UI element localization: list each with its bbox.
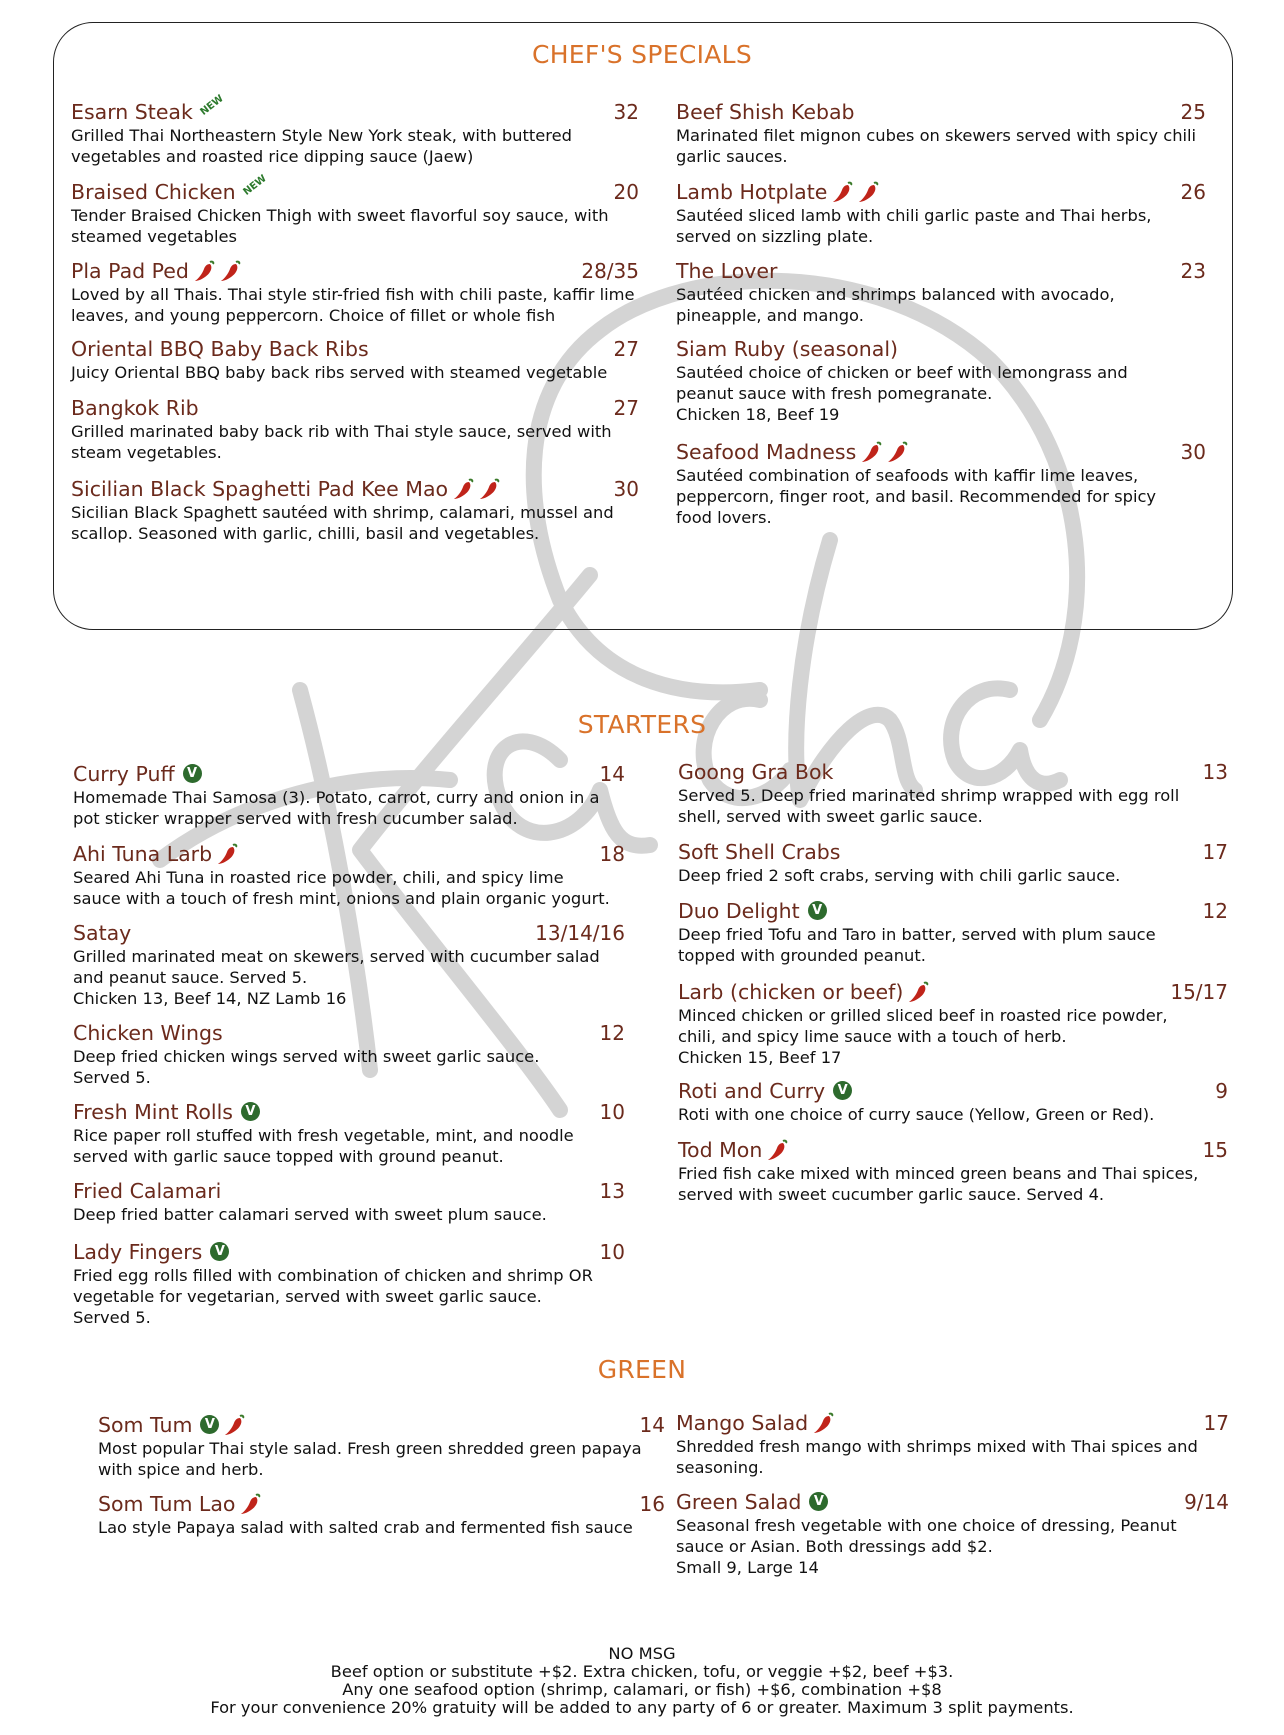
menu-item (678, 899, 1228, 966)
description-line: Grilled marinated meat on skewers, served with cucumber salad (73, 947, 600, 966)
chili-pepper-icon (193, 259, 215, 283)
menu-item-price: 9 (1215, 1079, 1228, 1103)
menu-item-description (71, 502, 639, 544)
description-line: Lao style Papaya salad with salted crab and fermented fish sauce (98, 1518, 633, 1537)
menu-item-name: Som Tum Lao (98, 1492, 236, 1516)
vegetarian-badge-icon: V (200, 1415, 219, 1434)
chili-pepper-icon (857, 180, 879, 204)
menu-item-header (73, 1021, 625, 1046)
menu-item (71, 396, 639, 463)
description-line: garlic sauces. (676, 147, 788, 166)
description-line: Sautéed chicken and shrimps balanced with avocado, (676, 285, 1115, 304)
menu-item-price: 9/14 (1184, 1490, 1229, 1514)
menu-item-price: 17 (1202, 840, 1228, 864)
chefs-specials-title: CHEF'S SPECIALS (531, 40, 753, 69)
description-line: Served 5. Deep fried marinated shrimp wrapped with egg roll (678, 786, 1180, 805)
menu-item (73, 842, 625, 909)
menu-item-header (98, 1492, 665, 1517)
description-line: vegetable for vegetarian, served with sweet garlic sauce. (73, 1287, 542, 1306)
menu-item-header (73, 842, 625, 867)
menu-item-price: 10 (599, 1100, 625, 1124)
menu-item-description (676, 465, 1206, 528)
description-line: pot sticker wrapper served with fresh cucumber salad. (73, 809, 518, 828)
menu-item (676, 440, 1206, 528)
description-line: Shredded fresh mango with shrimps mixed with Thai spices and (676, 1437, 1198, 1456)
menu-item-header (71, 477, 639, 502)
menu-item-name: Esarn Steak (71, 100, 193, 124)
menu-item-price: 30 (1180, 440, 1206, 464)
description-line: Rice paper roll stuffed with fresh vegetable, mint, and noodle (73, 1126, 574, 1145)
menu-item (98, 1413, 665, 1480)
menu-item-name: Satay (73, 921, 132, 945)
description-line: Most popular Thai style salad. Fresh green shredded green papaya (98, 1439, 642, 1458)
menu-item-header (73, 762, 625, 787)
menu-item (678, 1079, 1228, 1125)
description-line: Chicken 15, Beef 17 (678, 1048, 842, 1067)
new-badge: NEW (240, 173, 269, 198)
description-line: pineapple, and mango. (676, 306, 864, 325)
menu-item-price: 12 (1202, 899, 1228, 923)
menu-item (676, 100, 1206, 167)
menu-item-header (678, 760, 1228, 785)
footer-line: Any one seafood option (shrimp, calamari, or fish) +$6, combination +$8 (342, 1680, 942, 1699)
menu-item-header (71, 173, 639, 205)
menu-item (676, 337, 1206, 425)
description-line: steam vegetables. (71, 443, 222, 462)
description-line: vegetables and roasted rice dipping sauce (Jaew) (71, 147, 474, 166)
menu-item-description (73, 946, 625, 1009)
menu-item-name: Tod Mon (678, 1138, 763, 1162)
menu-item-description (676, 1515, 1229, 1578)
description-line: Minced chicken or grilled sliced beef in roasted rice powder, (678, 1006, 1168, 1025)
menu-item-price: 17 (1203, 1411, 1229, 1435)
chili-pepper-icon (886, 440, 908, 464)
menu-item-price: 25 (1180, 100, 1206, 124)
menu-item-header (676, 100, 1206, 125)
menu-item-price: 18 (599, 842, 625, 866)
description-line: Served 5. (73, 1308, 151, 1327)
menu-item (678, 840, 1228, 886)
menu-item-description (71, 284, 639, 326)
chili-pepper-icon (452, 477, 474, 501)
menu-item-header (71, 337, 639, 362)
menu-item-header (73, 921, 625, 946)
menu-item-name: Lamb Hotplate (676, 180, 828, 204)
menu-item (676, 259, 1206, 326)
menu-item-name: Larb (chicken or beef) (678, 980, 904, 1004)
description-line: Marinated filet mignon cubes on skewers served with spicy chili (676, 126, 1197, 145)
description-line: scallop. Seasoned with garlic, chilli, basil and vegetables. (71, 524, 540, 543)
green-title: GREEN (597, 1355, 687, 1384)
menu-item-name: Duo Delight (678, 899, 800, 923)
menu-item-name: Fried Calamari (73, 1179, 222, 1203)
description-line: topped with grounded peanut. (678, 946, 926, 965)
chili-pepper-icon (812, 1411, 834, 1435)
vegetarian-badge-icon: V (809, 1492, 828, 1511)
menu-item-name: Sicilian Black Spaghetti Pad Kee Mao (71, 477, 449, 501)
description-line: chili, and spicy lime sauce with a touch of herb. (678, 1027, 1067, 1046)
description-line: Deep fried Tofu and Taro in batter, served with plum sauce (678, 925, 1156, 944)
menu-item-name: Roti and Curry (678, 1079, 826, 1103)
menu-item (71, 93, 639, 167)
menu-item-name: Goong Gra Bok (678, 760, 834, 784)
menu-item-description (678, 865, 1228, 886)
menu-item-description (98, 1517, 665, 1538)
menu-item-name: Seafood Madness (676, 440, 857, 464)
description-line: Tender Braised Chicken Thigh with sweet flavorful soy sauce, with (71, 206, 609, 225)
menu-item-price: 13 (1202, 760, 1228, 784)
menu-item (71, 259, 639, 326)
menu-item-price: 16 (639, 1492, 665, 1516)
menu-item-description (678, 1005, 1228, 1068)
menu-item (98, 1492, 665, 1538)
menu-item-description (678, 785, 1228, 827)
description-line: Roti with one choice of curry sauce (Yellow, Green or Red). (678, 1105, 1155, 1124)
starters-title: STARTERS (577, 710, 707, 739)
vegetarian-badge-icon: V (183, 764, 202, 783)
menu-item (71, 337, 639, 383)
menu-item-description (73, 1125, 625, 1167)
menu-item-price: 15 (1202, 1138, 1228, 1162)
menu-item-price: 30 (613, 477, 639, 501)
description-line: Grilled Thai Northeastern Style New York steak, with buttered (71, 126, 572, 145)
footer-notes (0, 1645, 1284, 1717)
menu-item-header (676, 440, 1206, 465)
menu-item-description (676, 362, 1206, 425)
chili-pepper-icon (239, 1492, 261, 1516)
menu-item-header (678, 899, 1228, 924)
menu-item (73, 1240, 625, 1328)
chili-pepper-icon (223, 1413, 245, 1437)
menu-item-description (678, 1163, 1228, 1205)
description-line: Deep fried batter calamari served with sweet plum sauce. (73, 1205, 547, 1224)
description-line: Small 9, Large 14 (676, 1558, 819, 1577)
menu-item-description (73, 1046, 625, 1088)
menu-item-name: Bangkok Rib (71, 396, 199, 420)
menu-item-description (676, 1436, 1229, 1478)
description-line: Seasonal fresh vegetable with one choice of dressing, Peanut (676, 1516, 1177, 1535)
menu-item (73, 1179, 625, 1225)
description-line: Loved by all Thais. Thai style stir-fried fish with chili paste, kaffir lime (71, 285, 635, 304)
description-line: Seared Ahi Tuna in roasted rice powder, chili, and spicy lime (73, 868, 564, 887)
menu-item-description (73, 787, 625, 829)
menu-item-name: The Lover (676, 259, 778, 283)
description-line: peppercorn, finger root, and basil. Recommended for spicy (676, 487, 1157, 506)
menu-item-price: 27 (613, 337, 639, 361)
description-line: leaves, and young peppercorn. Choice of fillet or whole fish (71, 306, 556, 325)
menu-item-description (676, 125, 1206, 167)
menu-item-header (676, 1490, 1229, 1515)
description-line: served with sweet cucumber garlic sauce. Served 4. (678, 1185, 1105, 1204)
menu-item-name: Soft Shell Crabs (678, 840, 841, 864)
menu-item-header (73, 1240, 625, 1265)
menu-item-name: Green Salad (676, 1490, 802, 1514)
chili-pepper-icon (907, 980, 929, 1004)
menu-item-name: Ahi Tuna Larb (73, 842, 213, 866)
menu-item-header (678, 980, 1228, 1005)
footer-line: For your convenience 20% gratuity will be added to any party of 6 or greater. Maximum 3 split payments. (210, 1698, 1074, 1717)
menu-item-header (676, 337, 1206, 362)
vegetarian-badge-icon: V (210, 1242, 229, 1261)
description-line: seasoning. (676, 1458, 764, 1477)
description-line: food lovers. (676, 508, 772, 527)
menu-item-header (98, 1413, 665, 1438)
vegetarian-badge-icon: V (241, 1102, 260, 1121)
description-line: served with garlic sauce topped with ground peanut. (73, 1147, 504, 1166)
menu-item-header (678, 1079, 1228, 1104)
menu-item-price: 14 (599, 762, 625, 786)
menu-item-name: Siam Ruby (seasonal) (676, 337, 899, 361)
menu-item-description (676, 205, 1206, 247)
description-line: shell, served with sweet garlic sauce. (678, 807, 983, 826)
description-line: Juicy Oriental BBQ baby back ribs served with steamed vegetable (71, 363, 608, 382)
menu-item-name: Fresh Mint Rolls (73, 1100, 233, 1124)
description-line: Fried fish cake mixed with minced green beans and Thai spices, (678, 1164, 1199, 1183)
menu-item-header (676, 259, 1206, 284)
menu-item-price: 20 (613, 180, 639, 204)
menu-item (678, 1138, 1228, 1205)
vegetarian-badge-icon: V (833, 1081, 852, 1100)
menu-item-description (678, 1104, 1228, 1125)
description-line: served on sizzling plate. (676, 227, 874, 246)
menu-item-description (71, 362, 639, 383)
menu-item-header (71, 259, 639, 284)
chili-pepper-icon (766, 1138, 788, 1162)
footer-line: Beef option or substitute +$2. Extra chicken, tofu, or veggie +$2, beef +$3. (330, 1662, 954, 1681)
menu-item-name: Braised Chicken (71, 180, 236, 204)
chili-pepper-icon (831, 180, 853, 204)
description-line: steamed vegetables (71, 227, 237, 246)
menu-item-price: 10 (599, 1240, 625, 1264)
menu-item (73, 1100, 625, 1167)
menu-item-price: 28/35 (581, 259, 639, 283)
menu-item (73, 1021, 625, 1088)
description-line: Deep fried chicken wings served with sweet garlic sauce. (73, 1047, 540, 1066)
footer-line: NO MSG (608, 1644, 676, 1663)
menu-item (71, 477, 639, 544)
menu-item-header (676, 180, 1206, 205)
menu-item-name: Som Tum (98, 1413, 193, 1437)
description-line: Chicken 18, Beef 19 (676, 405, 840, 424)
description-line: Deep fried 2 soft crabs, serving with chili garlic sauce. (678, 866, 1121, 885)
chili-pepper-icon (216, 842, 238, 866)
description-line: sauce or Asian. Both dressings add $2. (676, 1537, 993, 1556)
menu-item-name: Beef Shish Kebab (676, 100, 855, 124)
menu-item-name: Pla Pad Ped (71, 259, 189, 283)
description-line: and peanut sauce. Served 5. (73, 968, 308, 987)
vegetarian-badge-icon: V (808, 901, 827, 920)
menu-item-header (73, 1179, 625, 1204)
menu-item-description (71, 421, 639, 463)
description-line: Sautéed choice of chicken or beef with lemongrass and (676, 363, 1128, 382)
description-line: Chicken 13, Beef 14, NZ Lamb 16 (73, 989, 347, 1008)
menu-item-price: 13/14/16 (535, 921, 625, 945)
menu-item-header (71, 93, 639, 125)
menu-item-name: Curry Puff (73, 762, 175, 786)
description-line: peanut sauce with fresh pomegranate. (676, 384, 993, 403)
description-line: Grilled marinated baby back rib with Thai style sauce, served with (71, 422, 612, 441)
menu-item-name: Mango Salad (676, 1411, 809, 1435)
description-line: Fried egg rolls filled with combination of chicken and shrimp OR (73, 1266, 593, 1285)
chili-pepper-icon (860, 440, 882, 464)
menu-item (678, 760, 1228, 827)
description-line: Served 5. (73, 1068, 151, 1087)
menu-item-description (73, 1204, 625, 1225)
menu-item-name: Lady Fingers (73, 1240, 203, 1264)
menu-item-description (73, 867, 625, 909)
menu-item-price: 27 (613, 396, 639, 420)
menu-item-header (73, 1100, 625, 1125)
menu-item-description (676, 284, 1206, 326)
menu-item-header (71, 396, 639, 421)
description-line: Sautéed combination of seafoods with kaffir lime leaves, (676, 466, 1139, 485)
menu-item (676, 1490, 1229, 1578)
menu-item-price: 14 (639, 1413, 665, 1437)
menu-item-description (73, 1265, 625, 1328)
menu-item-header (678, 840, 1228, 865)
description-line: Sautéed sliced lamb with chili garlic paste and Thai herbs, (676, 206, 1152, 225)
menu-item (676, 180, 1206, 247)
menu-item (73, 921, 625, 1009)
menu-item-price: 13 (599, 1179, 625, 1203)
menu-item (678, 980, 1228, 1068)
new-badge: NEW (198, 93, 226, 118)
menu-item (676, 1411, 1229, 1478)
menu-item (73, 762, 625, 829)
chili-pepper-icon (219, 259, 241, 283)
menu-item (71, 173, 639, 247)
menu-item-price: 32 (613, 100, 639, 124)
menu-item-description (71, 205, 639, 247)
menu-item-description (98, 1438, 665, 1480)
menu-item-header (676, 1411, 1229, 1436)
menu-item-header (678, 1138, 1228, 1163)
menu-item-price: 12 (599, 1021, 625, 1045)
description-line: with spice and herb. (98, 1460, 264, 1479)
menu-item-description (678, 924, 1228, 966)
menu-item-name: Oriental BBQ Baby Back Ribs (71, 337, 369, 361)
chili-pepper-icon (478, 477, 500, 501)
menu-item-price: 26 (1180, 180, 1206, 204)
description-line: sauce with a touch of fresh mint, onions and plain organic yogurt. (73, 889, 610, 908)
menu-item-price: 15/17 (1170, 980, 1228, 1004)
description-line: Homemade Thai Samosa (3). Potato, carrot, curry and onion in a (73, 788, 600, 807)
menu-item-price: 23 (1180, 259, 1206, 283)
menu-item-name: Chicken Wings (73, 1021, 223, 1045)
description-line: Sicilian Black Spaghett sautéed with shrimp, calamari, mussel and (71, 503, 614, 522)
menu-item-description (71, 125, 639, 167)
